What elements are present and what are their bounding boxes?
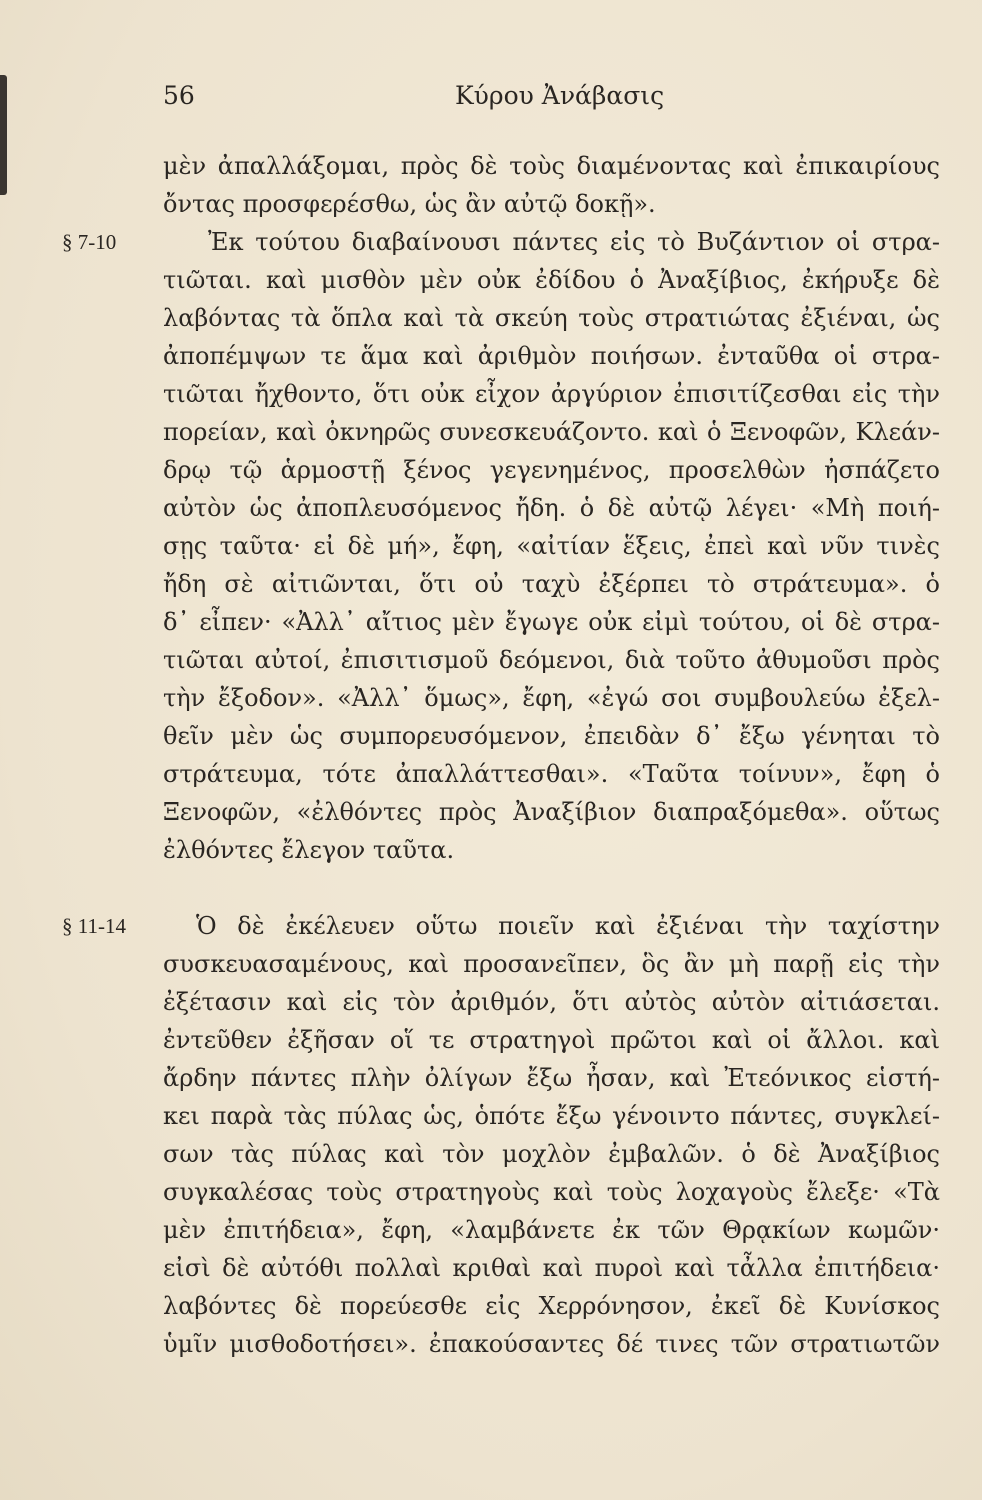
text-line: ἐξέτασιν καὶ εἰς τὸν ἀριθμόν, ὅτι αὐτὸς αὐτὸν αἰτιάσεται. [163,988,940,1016]
text-line: Ἐκ τούτου διαβαίνουσι πάντες εἰς τὸ Βυζάντιον οἱ στρα- [208,228,940,256]
text-line: δρῳ τῷ ἁρμοστῇ ξένος γεγενημένος, προσελθὼν ἠσπάζετο [163,456,940,484]
text-line: ἐλθόντες ἔλεγον ταῦτα. [163,836,455,864]
text-line: σῃς ταῦτα· εἰ δὲ μή», ἔφη, «αἰτίαν ἕξεις, ἐπεὶ καὶ νῦν τινὲς [163,532,940,560]
text-line: τιῶται αὐτοί, ἐπισιτισμοῦ δεόμενοι, διὰ τοῦτο ἀθυμοῦσι πρὸς [163,646,940,674]
text-line: εἰσὶ δὲ αὐτόθι πολλαὶ κριθαὶ καὶ πυροὶ καὶ τἆλλα ἐπιτήδεια· [163,1254,940,1282]
text-line: λαβόντας τὰ ὅπλα καὶ τὰ σκεύη τοὺς στρατιώτας ἐξιέναι, ὡς [163,304,940,332]
text-line: μὲν ἀπαλλάξομαι, πρὸς δὲ τοὺς διαμένοντας καὶ ἐπικαιρίους [163,152,940,180]
text-line: κει παρὰ τὰς πύλας ὡς, ὁπότε ἔξω γένοιντο πάντες, συγκλεί- [163,1102,940,1130]
section-marker: § 7-10 [62,230,117,254]
text-line: Ὁ δὲ ἐκέλευεν οὕτω ποιεῖν καὶ ἐξιέναι τὴν ταχίστην [196,912,940,940]
text-line: ἐντεῦθεν ἐξῆσαν οἵ τε στρατηγοὶ πρῶτοι καὶ οἱ ἄλλοι. καὶ [163,1026,940,1054]
text-line: στράτευμα, τότε ἀπαλλάττεσθαι». «Ταῦτα τοίνυν», ἔφη ὁ [163,760,940,788]
text-line: ἀποπέμψων τε ἅμα καὶ ἀριθμὸν ποιήσων. ἐνταῦθα οἱ στρα- [163,342,940,370]
text-line: μὲν ἐπιτήδεια», ἔφη, «λαμβάνετε ἐκ τῶν Θρᾳκίων κωμῶν· [163,1216,940,1244]
text-line: δ᾽ εἶπεν· «Ἀλλ᾽ αἴτιος μὲν ἔγωγε οὐκ εἰμὶ τούτου, οἱ δὲ στρα- [163,608,940,636]
text-line: ἤδη σὲ αἰτιῶνται, ὅτι οὐ ταχὺ ἐξέρπει τὸ στράτευμα». ὁ [163,570,940,598]
text-line: τὴν ἔξοδον». «Ἀλλ᾽ ὅμως», ἔφη, «ἐγώ σοι συμβουλεύω ἐξελ- [163,684,940,712]
running-title: Κύρου Ἀνάβασις [455,81,665,110]
text-line: ὑμῖν μισθοδοτήσει». ἐπακούσαντες δέ τινες τῶν στρατιωτῶν [163,1330,940,1358]
text-line: ἄρδην πάντες πλὴν ὀλίγων ἔξω ἦσαν, καὶ Ἐτεόνικος εἱστή- [163,1064,940,1092]
text-line: συσκευασαμένους, καὶ προσανεῖπεν, ὃς ἂν μὴ παρῇ εἰς τὴν [163,950,940,978]
text-line: αὐτὸν ὡς ἀποπλευσόμενος ἤδη. ὁ δὲ αὐτῷ λέγει· «Μὴ ποιή- [163,494,940,522]
page-number: 56 [163,81,195,110]
text-line: Ξενοφῶν, «ἐλθόντες πρὸς Ἀναξίβιον διαπραξόμεθα». οὕτως [163,798,940,826]
text-line: σων τὰς πύλας καὶ τὸν μοχλὸν ἐμβαλῶν. ὁ δὲ Ἀναξίβιος [163,1140,940,1168]
section-marker: § 11-14 [62,914,126,938]
text-line: θεῖν μὲν ὡς συμπορευσόμενον, ἐπειδὰν δ᾽ ἔξω γένηται τὸ [163,722,940,750]
text-line: λαβόντες δὲ πορεύεσθε εἰς Χερρόνησον, ἐκεῖ δὲ Κυνίσκος [163,1292,940,1320]
text-line: τιῶται ἤχθοντο, ὅτι οὐκ εἶχον ἀργύριον ἐπισιτίζεσθαι εἰς τὴν [163,380,940,408]
text-line: συγκαλέσας τοὺς στρατηγοὺς καὶ τοὺς λοχαγοὺς ἔλεξε· «Τὰ [163,1178,940,1206]
text-line: τιῶται. καὶ μισθὸν μὲν οὐκ ἐδίδου ὁ Ἀναξίβιος, ἐκήρυξε δὲ [163,266,940,294]
text-line: πορείαν, καὶ ὀκνηρῶς συνεσκευάζοντο. καὶ ὁ Ξενοφῶν, Κλεάν- [163,418,940,446]
text-line: ὄντας προσφερέσθω, ὡς ἂν αὐτῷ δοκῇ». [163,190,656,218]
page-edge-mark [0,75,7,195]
